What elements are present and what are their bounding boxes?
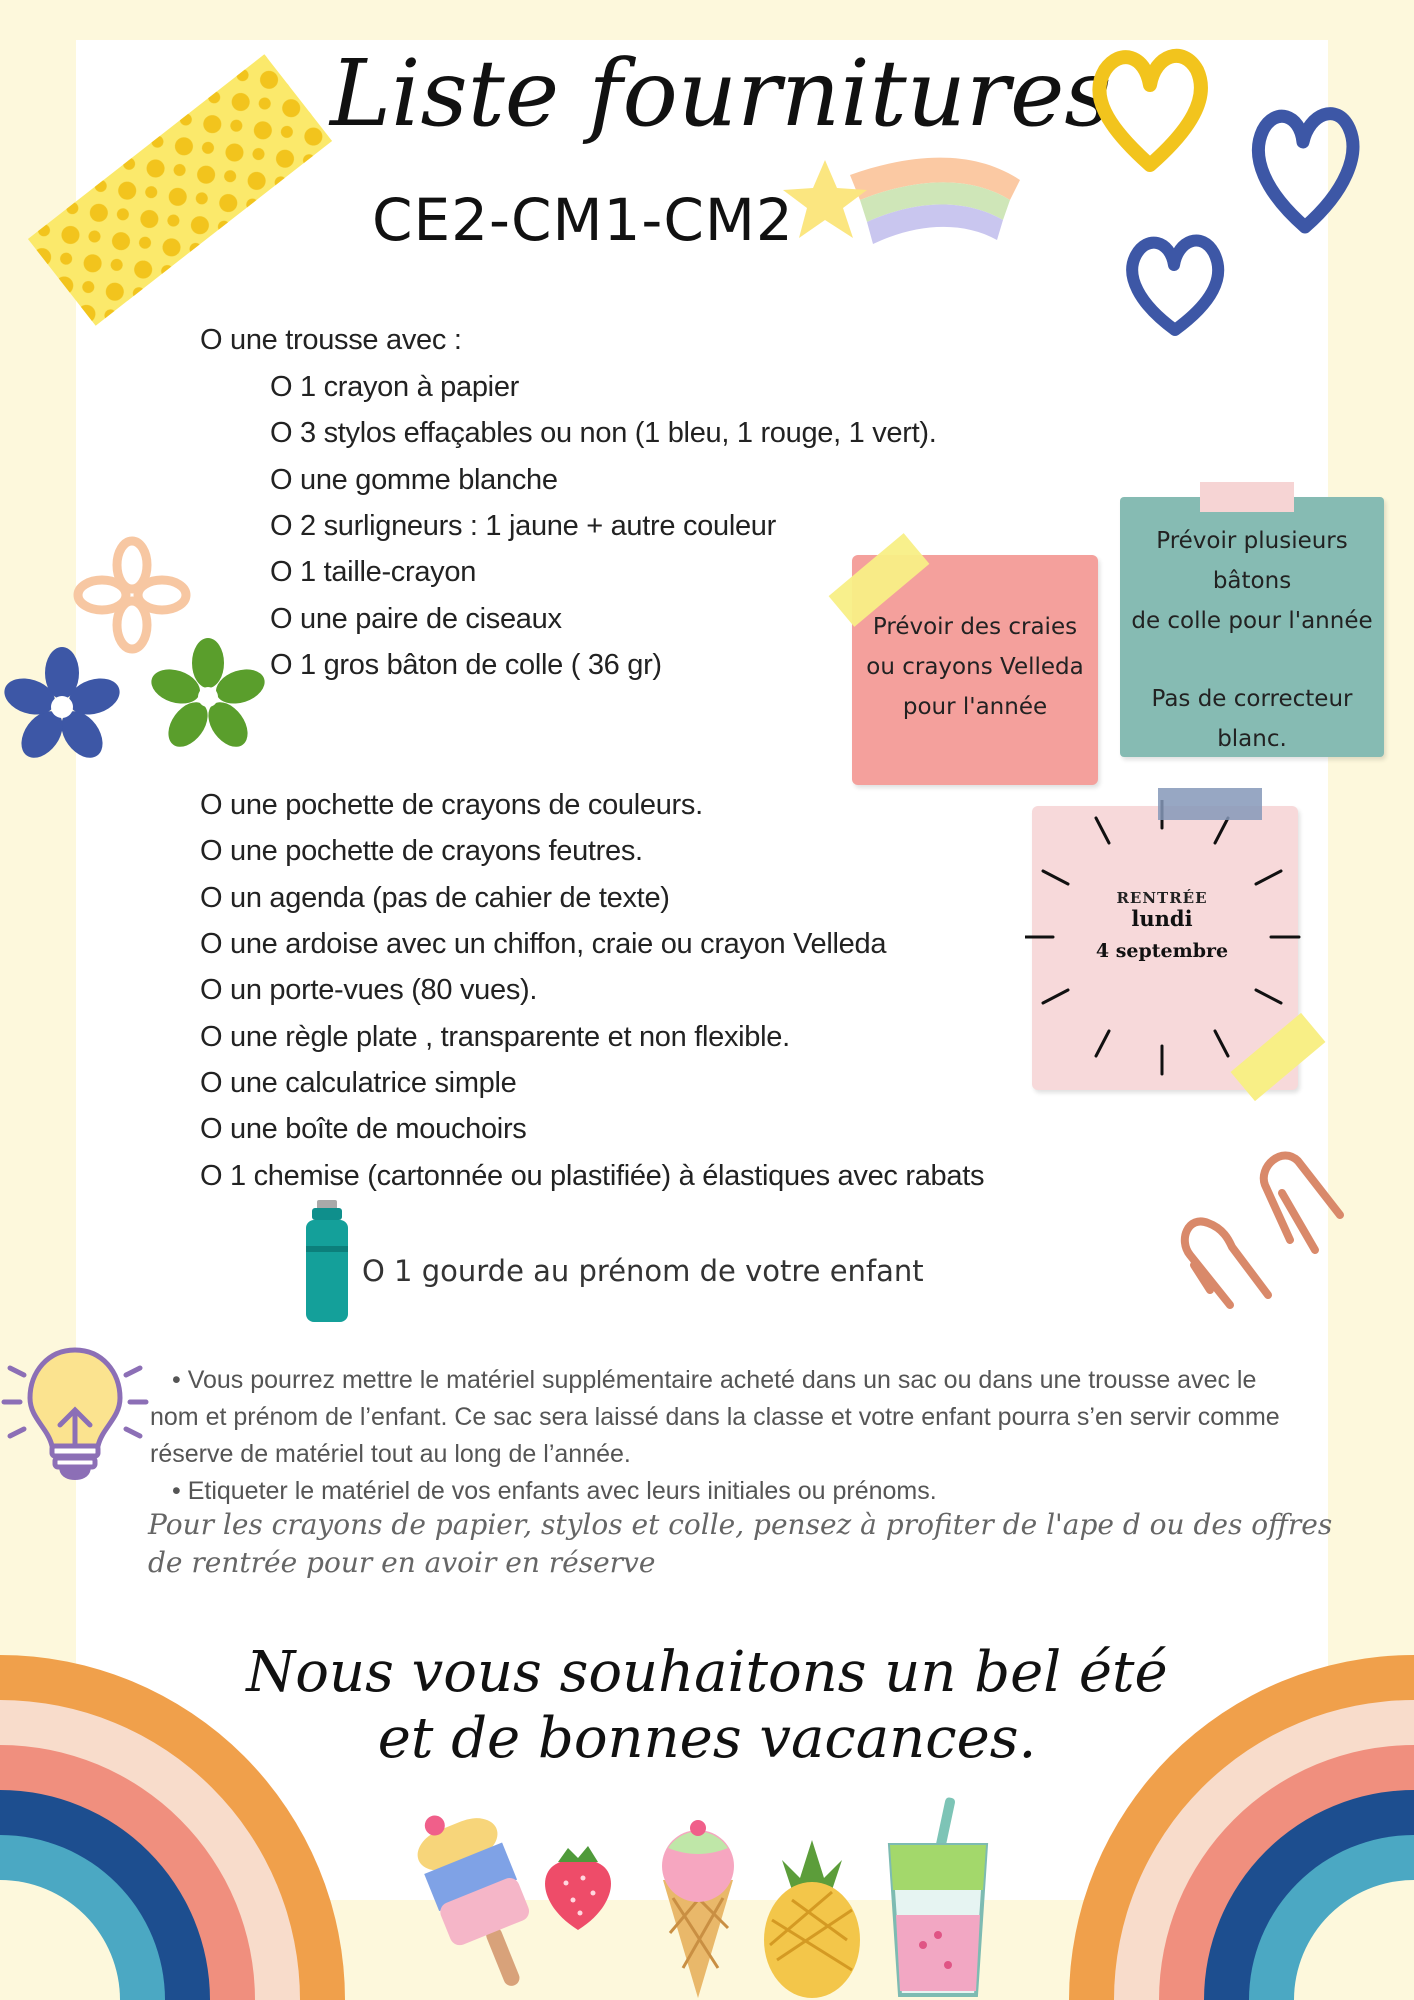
tip-line: • Vous pourrez mettre le matériel supplémentaire acheté dans un sac ou dans une trousse avec le	[172, 1366, 1257, 1394]
rentree-day: lundi	[1131, 906, 1193, 931]
washi-tape-icon	[20, 40, 340, 340]
blue-flower-icon	[0, 645, 125, 770]
blue-heart-small-icon	[1120, 225, 1230, 345]
tip-line: nom et prénom de l’enfant. Ce sac sera laissé dans la classe et votre enfant pourra s’en servir comme	[150, 1403, 1280, 1431]
note-line: pour l'année	[902, 694, 1048, 720]
trousse-item: O 1 taille-crayon	[270, 556, 477, 588]
trousse-item: O 3 stylos effaçables ou non (1 bleu, 1 rouge, 1 vert).	[270, 417, 937, 449]
drink-glass-icon	[878, 1795, 998, 2000]
note-line: ou crayons Velleda	[866, 654, 1084, 680]
yellow-heart-icon	[1085, 40, 1215, 180]
trousse-item: O 1 crayon à papier	[270, 371, 519, 403]
tip-line: réserve de matériel tout au long de l’année.	[150, 1440, 631, 1468]
note-line: Prévoir des craies	[872, 614, 1078, 640]
paper-clip-icon	[1170, 1115, 1370, 1315]
trousse-item: O 1 gros bâton de colle ( 36 gr)	[270, 649, 662, 681]
blue-heart-icon	[1245, 92, 1365, 242]
supply-item: O une pochette de crayons feutres.	[200, 835, 643, 867]
tip-line: • Etiqueter le matériel de vos enfants avec leurs initiales ou prénoms.	[172, 1477, 937, 1505]
strawberry-icon	[528, 1838, 628, 1938]
tape-strip	[1200, 482, 1294, 512]
class-levels: CE2-CM1-CM2	[372, 186, 794, 254]
page-title: Liste fournitures	[330, 40, 1112, 147]
shooting-star-icon	[775, 140, 1035, 260]
supply-item: O une calculatrice simple	[200, 1067, 517, 1099]
closing-message	[200, 1640, 1214, 1772]
trousse-heading: O une trousse avec :	[200, 324, 462, 356]
supply-item: O un agenda (pas de cahier de texte)	[200, 882, 670, 914]
bottle-item: O 1 gourde au prénom de votre enfant	[362, 1254, 924, 1288]
handwritten-note: Pour les crayons de papier, stylos et colle, pensez à profiter de l'ape d ou des offres	[148, 1508, 1333, 1541]
note-line: Prévoir plusieurs bâtons	[1156, 528, 1348, 594]
supply-item: O une boîte de mouchoirs	[200, 1113, 527, 1145]
supply-item: O un porte-vues (80 vues).	[200, 974, 538, 1006]
pineapple-icon	[752, 1830, 872, 2000]
handwritten-note: de rentrée pour en avoir en réserve	[148, 1546, 656, 1579]
teal-sticky-note	[1120, 497, 1384, 757]
supply-item: O une pochette de crayons de couleurs.	[200, 789, 703, 821]
trousse-item: O une gomme blanche	[270, 464, 558, 496]
note-line: de colle pour l'année	[1131, 608, 1373, 634]
rentree-date: 4 septembre	[1095, 940, 1229, 962]
closing-line: et de bonnes vacances.	[377, 1706, 1037, 1771]
trousse-item: O 2 surligneurs : 1 jaune + autre couleur	[270, 510, 776, 542]
closing-line: Nous vous souhaitons un bel été	[246, 1640, 1168, 1705]
green-flower-icon	[148, 635, 268, 760]
rentree-label: RENTRÉE	[1116, 889, 1208, 907]
tape-strip	[1158, 788, 1262, 820]
ice-cream-icon	[648, 1818, 748, 2000]
supply-item: O 1 chemise (cartonnée ou plastifiée) à élastiques avec rabats	[200, 1160, 985, 1192]
supply-item: O une ardoise avec un chiffon, craie ou crayon Velleda	[200, 928, 887, 960]
water-bottle-icon	[302, 1198, 352, 1324]
note-line: Pas de correcteur blanc.	[1151, 686, 1353, 752]
trousse-item: O une paire de ciseaux	[270, 603, 562, 635]
lightbulb-icon	[0, 1340, 150, 1490]
supply-item: O une règle plate , transparente et non flexible.	[200, 1021, 790, 1053]
